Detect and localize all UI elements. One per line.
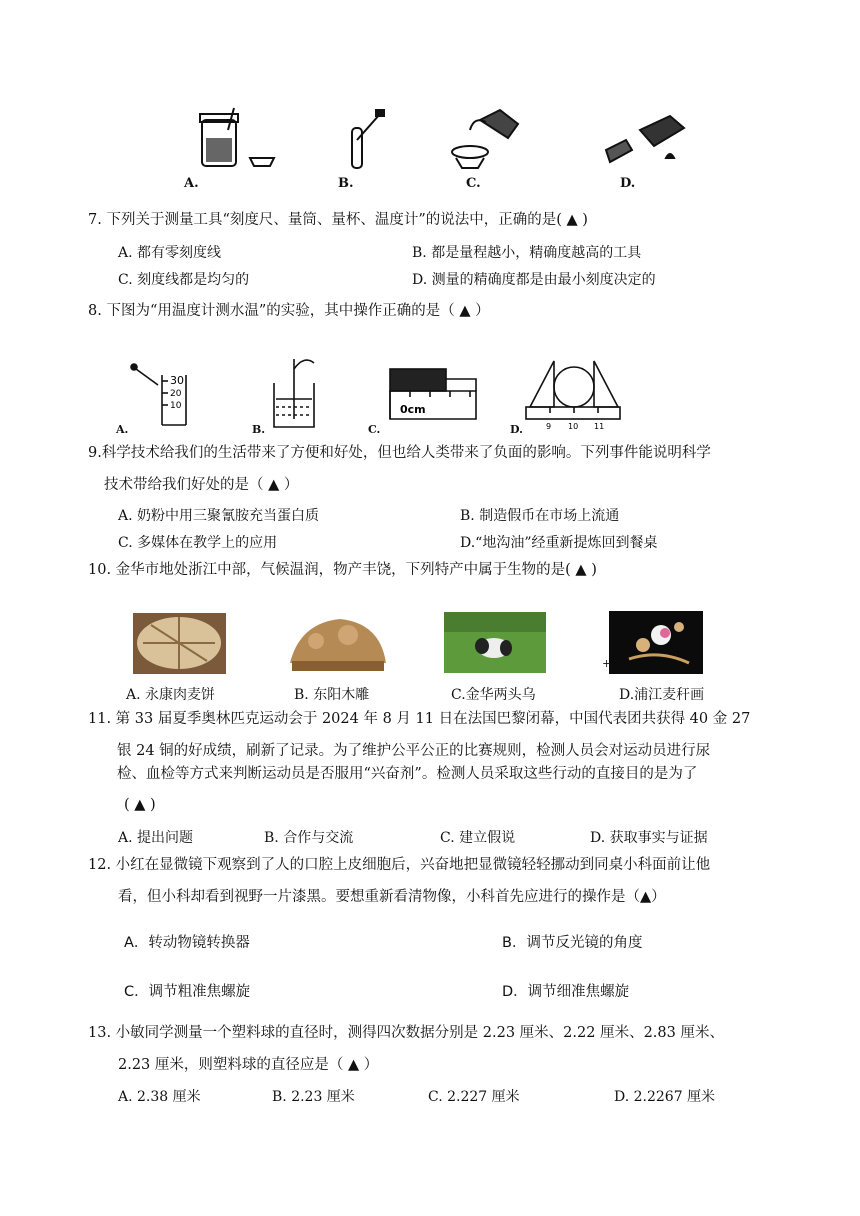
- q10-option-b: B. 东阳木雕: [294, 687, 370, 703]
- q11-option-d: D. 获取事实与证据: [590, 830, 708, 846]
- q13-option-c: C. 2.227 厘米: [428, 1089, 520, 1105]
- q11-line1: 11. 第 33 届夏季奥林匹克运动会于 2024 年 8 月 11 日在法国巴黎闭幕，中国代表团共获得 40 金 27: [88, 711, 751, 727]
- q7-option-d: D. 测量的精确度都是由最小刻度决定的: [412, 272, 656, 288]
- photo-yongkang-meat-pie: [133, 613, 226, 674]
- q10-option-d: D.浦江麦秆画: [619, 687, 705, 703]
- q12-option-c: C．调节粗准焦螺旋: [124, 984, 251, 1000]
- q11-option-a: A. 提出问题: [118, 830, 194, 846]
- photo-dongyang-wood-carving: [286, 611, 388, 673]
- q12-line2: 看，但小科却看到视野一片漆黑。要想重新看清物像，小科首先应进行的操作是（▲）: [118, 889, 666, 905]
- q7-option-c: C. 刻度线都是均匀的: [118, 272, 250, 288]
- q10-option-c: C.金华两头乌: [451, 687, 536, 703]
- q8-label-b: B.: [252, 423, 266, 436]
- top-figure: [170, 100, 710, 200]
- q7-stem: 7. 下列关于测量工具“刻度尺、量筒、量杯、温度计”的说法中，正确的是( ▲ ): [88, 212, 588, 228]
- q7-option-a: A. 都有零刻度线: [118, 245, 222, 261]
- q8-tick-30: 30: [170, 374, 184, 387]
- q11-option-b: B. 合作与交流: [264, 830, 354, 846]
- q8-tick-20: 20: [170, 389, 182, 399]
- photo-pujiang-straw-painting: [609, 611, 703, 674]
- q12-option-b: B．调节反光镜的角度: [502, 935, 643, 951]
- q9-stem-line2: 技术带给我们好处的是（ ▲ ）: [104, 477, 299, 493]
- q8-label-c: C.: [368, 423, 381, 436]
- q8-figure: [110, 355, 630, 440]
- q13-option-a: A. 2.38 厘米: [118, 1089, 201, 1105]
- q8-label-a: A.: [116, 423, 129, 436]
- q10-stem: 10. 金华市地处浙江中部，气候温润，物产丰饶，下列特产中属于生物的是( ▲ ): [88, 562, 597, 578]
- photo-jinhua-pig: [444, 612, 546, 673]
- top-fig-label-c: C.: [466, 176, 481, 191]
- q12-option-d: D．调节细准焦螺旋: [502, 984, 630, 1000]
- q8-d-tick-11: 11: [594, 422, 605, 431]
- q13-line2: 2.23 厘米，则塑料球的直径应是（ ▲ ）: [118, 1057, 379, 1073]
- q13-line1: 13. 小敏同学测量一个塑料球的直径时，测得四次数据分别是 2.23 厘米、2.22 厘米、2.83 厘米、: [88, 1025, 724, 1041]
- q8-d-tick-9: 9: [546, 422, 552, 431]
- q11-line2: 银 24 铜的好成绩，刷新了记录。为了维护公平公正的比赛规则，检测人员会对运动员进行尿: [117, 743, 711, 759]
- q11-line4: ( ▲ ): [124, 797, 156, 813]
- q12-option-a: A．转动物镜转换器: [124, 935, 250, 951]
- q11-line3: 检、血检等方式来判断运动员是否服用“兴奋剂”。检测人员采取这些行动的直接目的是为了: [117, 766, 698, 782]
- q8-stem: 8. 下图为“用温度计测水温”的实验，其中操作正确的是（ ▲ ）: [88, 303, 490, 319]
- q13-option-b: B. 2.23 厘米: [272, 1089, 355, 1105]
- q8-label-d: D.: [510, 423, 523, 436]
- q8-tick-10: 10: [170, 401, 182, 411]
- q7-option-b: B. 都是量程越小，精确度越高的工具: [412, 245, 642, 261]
- q12-line1: 12. 小红在显微镜下观察到了人的口腔上皮细胞后，兴奋地把显微镜轻轻挪动到同桌小科面前让他: [88, 857, 711, 873]
- q9-option-a: A. 奶粉中用三聚氰胺充当蛋白质: [118, 508, 320, 524]
- q8-ruler-zero-label: 0cm: [400, 403, 426, 416]
- q10-plus-mark: +: [602, 657, 612, 670]
- q8-d-tick-10: 10: [568, 422, 579, 431]
- q11-option-c: C. 建立假说: [440, 830, 516, 846]
- q13-option-d: D. 2.2267 厘米: [614, 1089, 716, 1105]
- q10-option-a: A. 永康肉麦饼: [126, 687, 216, 703]
- q9-option-c: C. 多媒体在教学上的应用: [118, 535, 278, 551]
- top-fig-label-d: D.: [620, 176, 636, 191]
- top-fig-label-a: A.: [184, 176, 199, 191]
- q9-option-b: B. 制造假币在市场上流通: [460, 508, 620, 524]
- q9-stem-line1: 9.科学技术给我们的生活带来了方便和好处，但也给人类带来了负面的影响。下列事件能说明科学: [88, 445, 711, 461]
- top-fig-label-b: B.: [338, 176, 354, 191]
- q9-option-d: D.“地沟油”经重新提炼回到餐桌: [460, 535, 658, 551]
